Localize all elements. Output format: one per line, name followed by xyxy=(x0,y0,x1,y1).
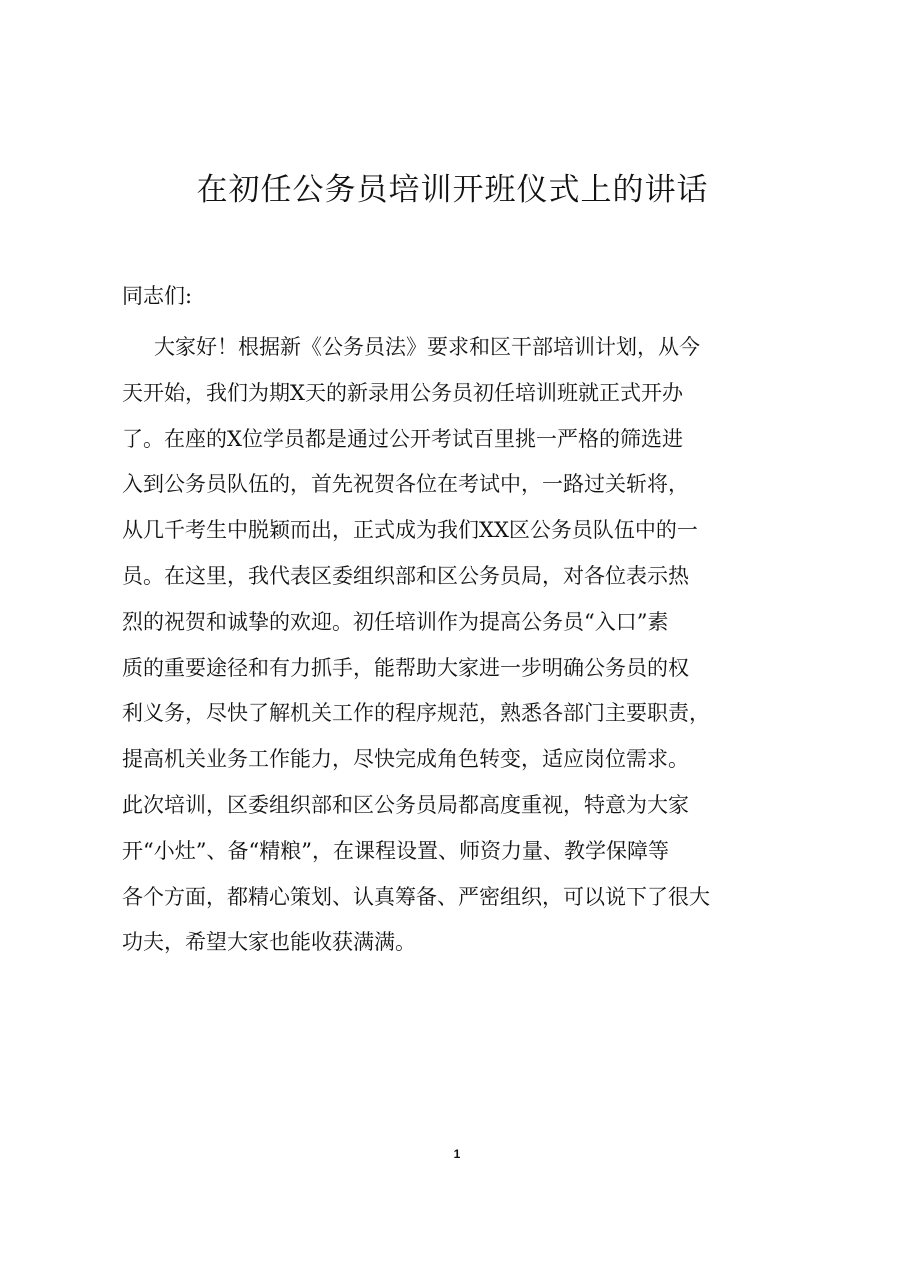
body-line: 利义务，尽快了解机关工作的程序规范，熟悉各部门主要职责， xyxy=(122,701,710,726)
body-line: 天开始，我们为期X天的新录用公务员初任培训班就正式开办 xyxy=(122,380,683,405)
body-line: 大家好！根据新《公务员法》要求和区干部培训计划，从今 xyxy=(154,335,700,359)
body-line: 从几千考生中脱颖而出，正式成为我们XX区公务员队伍中的一 xyxy=(122,518,698,543)
page-title: 在初任公务员培训开班仪式上的讲话 xyxy=(196,172,709,208)
speech-body xyxy=(122,325,794,966)
body-line: 功夫，希望大家也能收获满满。 xyxy=(122,930,416,955)
body-line: 各个方面，都精心策划、认真筹备、严密组织，可以说下了很大 xyxy=(122,884,710,909)
salutation: 同志们: xyxy=(122,284,193,308)
body-line: 质的重要途径和有力抓手，能帮助大家进一步明确公务员的权 xyxy=(122,655,689,680)
body-line: 入到公务员队伍的，首先祝贺各位在考试中，一路过关斩将， xyxy=(122,472,689,497)
body-line: 烈的祝贺和诚挚的欢迎。初任培训作为提高公务员“入口”素 xyxy=(122,609,669,634)
body-line: 提高机关业务工作能力，尽快完成角色转变，适应岗位需求。 xyxy=(122,747,689,772)
body-line: 员。在这里，我代表区委组织部和区公务员局，对各位表示热 xyxy=(122,563,689,588)
page-number: 1 xyxy=(453,1147,461,1161)
body-line: 此次培训，区委组织部和区公务员局都高度重视，特意为大家 xyxy=(122,792,689,817)
body-line: 开“小灶”、备“精粮”，在课程设置、师资力量、教学保障等 xyxy=(122,838,669,863)
body-line: 了。在座的X位学员都是通过公开考试百里挑一严格的筛选进 xyxy=(122,426,683,451)
